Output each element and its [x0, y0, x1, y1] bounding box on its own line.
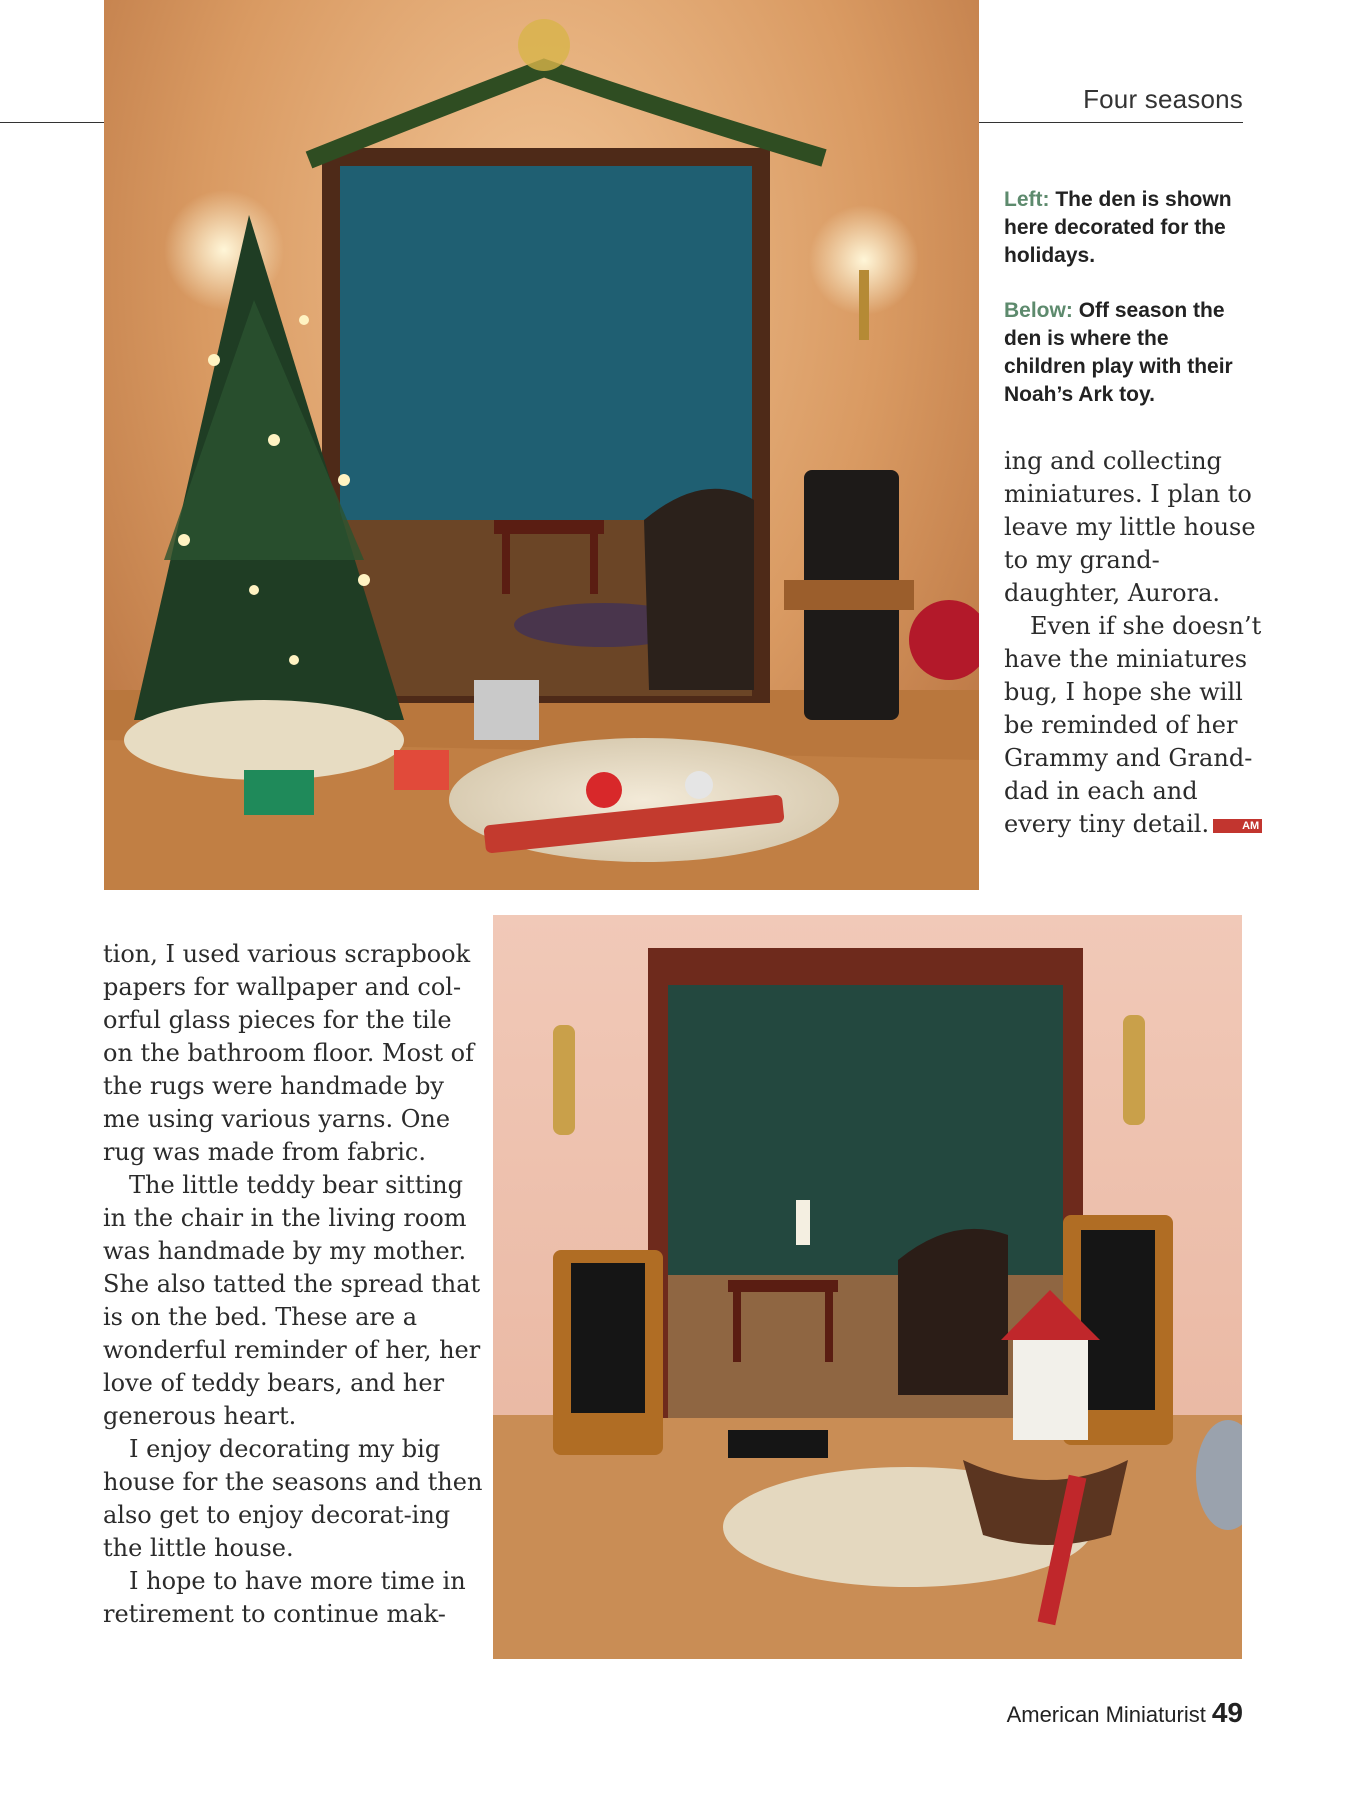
section-title: Four seasons	[1083, 84, 1243, 114]
page-folio	[1007, 1697, 1243, 1729]
caption-below-label: Below:	[1004, 299, 1073, 322]
caption-left	[1004, 186, 1244, 270]
end-mark-badge: AM	[1213, 819, 1262, 833]
page-number: 49	[1211, 1697, 1243, 1728]
article-column-right	[1004, 445, 1264, 841]
header-rule-left	[0, 122, 104, 123]
photo-den-holidays	[104, 0, 979, 890]
article-column-left	[103, 938, 483, 1631]
paragraph	[1004, 610, 1264, 841]
caption-below-text: Off season the den is where the children play with their Noah’s Ark toy.	[1004, 299, 1233, 406]
paragraph: tion, I used various scrapbook papers for wallpaper and col-orful glass pieces for the tile on the bathroom floor. Most of the rugs were handmade by me using various yarns. One rug was made from fabric.	[103, 940, 474, 1166]
magazine-name: American Miniaturist	[1006, 1702, 1206, 1727]
paragraph-text: Even if she doesn’t have the miniatures bug, I hope she will be reminded of her Grammy and Grand-dad in each and every tiny detail.	[1004, 612, 1262, 838]
header-rule-right	[979, 122, 1243, 123]
paragraph: I enjoy decorating my big house for the seasons and then also get to enjoy decorat-ing the little house.	[103, 1435, 483, 1562]
photo-den-off-season	[493, 915, 1242, 1659]
den-holidays-illustration	[104, 0, 979, 890]
photo-captions	[1004, 186, 1244, 436]
paragraph: I hope to have more time in retirement to continue mak-	[103, 1567, 466, 1628]
den-off-season-illustration	[493, 915, 1242, 1659]
paragraph: The little teddy bear sitting in the chair in the living room was handmade by my mother. She also tatted the spread that is on the bed. These are a wonderful reminder of her, her love of teddy bears, and her generous heart.	[103, 1171, 481, 1430]
paragraph: ing and collecting miniatures. I plan to leave my little house to my grand-daughter, Aurora.	[1004, 447, 1256, 607]
caption-below	[1004, 297, 1244, 409]
caption-left-label: Left:	[1004, 188, 1050, 211]
caption-left-text: The den is shown here decorated for the holidays.	[1004, 188, 1232, 267]
